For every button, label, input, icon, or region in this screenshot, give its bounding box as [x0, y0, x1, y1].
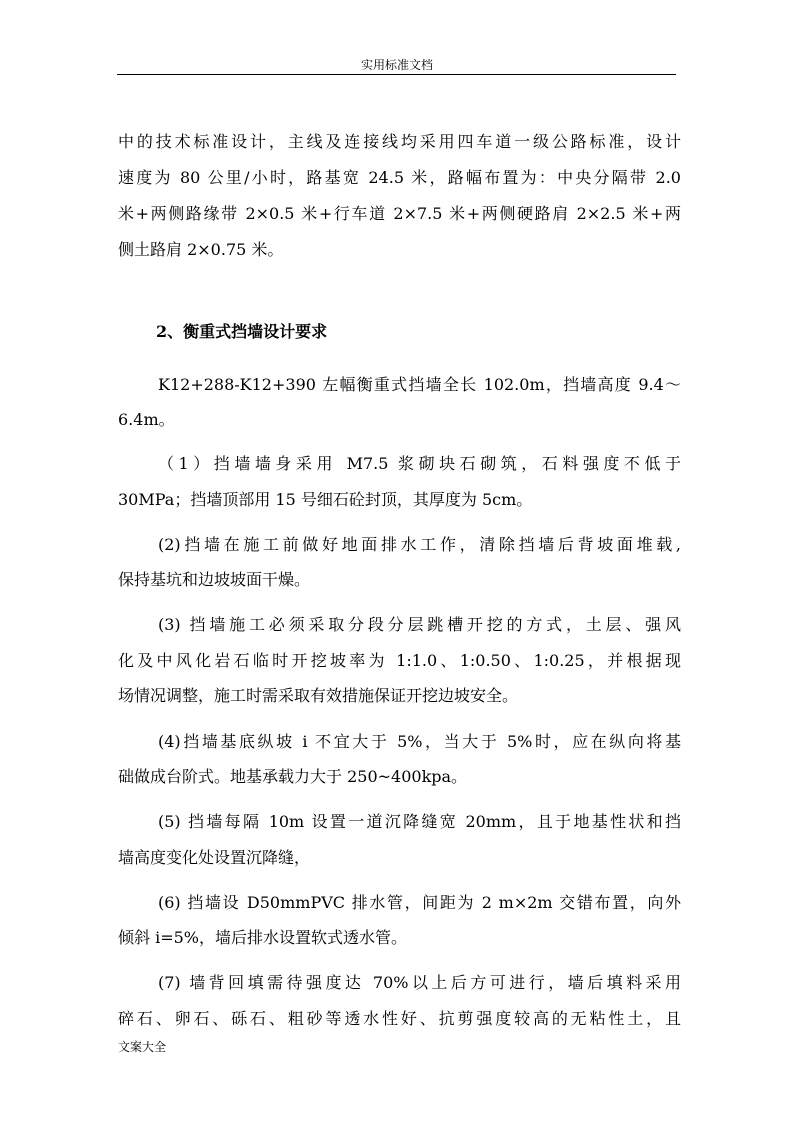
text-line: 6.4m。 [118, 410, 175, 429]
text-line: （1）挡墙墙身采用 M7.5 浆砌块石砌筑，石料强度不低于 [158, 454, 681, 473]
header-title: 实用标准文档 [360, 58, 433, 72]
text-line: 侧土路肩 2×0.75 米。 [118, 240, 284, 259]
text-line: 场情况调整，施工时需采取有效措施保证开挖边坡安全。 [118, 686, 519, 705]
text-line: 米+两侧路缘带 2×0.5 米+行车道 2×7.5 米+两侧硬路肩 2×2.5 米+两 [118, 204, 681, 223]
text-line: 础做成台阶式。地基承载力大于 250~400kpa。 [118, 767, 468, 786]
text-line: (2)挡墙在施工前做好地面排水工作，清除挡墙后背坡面堆载, [158, 535, 681, 554]
text-line: 墙高度变化处设置沉降缝， [118, 848, 311, 867]
text-line: K12+288-K12+390 左幅衡重式挡墙全长 102.0m，挡墙高度 9.4～ [158, 375, 681, 394]
text-line: (7) 墙背回填需待强度达 70%以上后方可进行，墙后填料采用 [158, 973, 681, 992]
text-line: 碎石、卵石、砾石、粗砂等透水性好、抗剪强度较高的无粘性土，且 [118, 1009, 681, 1028]
text-line: 化及中风化岩石临时开挖坡率为 1:1.0、1:0.50、1:0.25，并根据现 [118, 651, 681, 670]
text-line: 保持基坑和边坡坡面干燥。 [118, 570, 311, 589]
header-divider [117, 74, 676, 75]
text-line: 中的技术标准设计，主线及连接线均采用四车道一级公路标准，设计 [118, 132, 681, 151]
section-heading: 2、衡重式挡墙设计要求 [156, 322, 328, 341]
text-line: 倾斜 i=5%，墙后排水设置软式透水管。 [118, 928, 407, 947]
text-line: (6) 挡墙设 D50mmPVC 排水管，间距为 2 m×2m 交错布置，向外 [158, 893, 681, 912]
text-line: 速度为 80 公里/小时，路基宽 24.5 米，路幅布置为：中央分隔带 2.0 [118, 168, 681, 187]
text-line: (4)挡墙基底纵坡 i 不宜大于 5%，当大于 5%时，应在纵向将基 [158, 732, 681, 751]
text-line: 30MPa；挡墙顶部用 15 号细石砼封顶，其厚度为 5cm。 [118, 490, 533, 509]
text-line: (5) 挡墙每隔 10m 设置一道沉降缝宽 20mm，且于地基性状和挡 [158, 812, 681, 831]
text-line: (3) 挡墙施工必须采取分段分层跳槽开挖的方式，土层、强风 [158, 615, 681, 634]
page-footer: 文案大全 [118, 1040, 167, 1054]
